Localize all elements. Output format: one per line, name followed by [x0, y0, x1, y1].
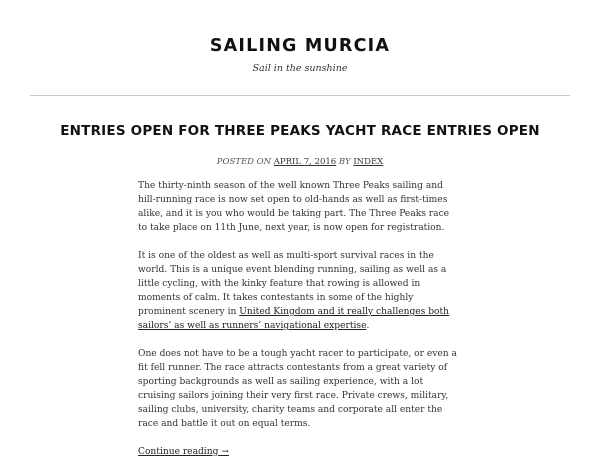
paragraph-2-end: . [366, 321, 370, 331]
continue-reading-link[interactable]: Continue reading → [138, 447, 229, 457]
post-author-link[interactable]: INDEX [353, 157, 384, 167]
post-paragraph-2 [138, 249, 460, 333]
by-label: BY [338, 157, 351, 167]
site-title[interactable]: SAILING MURCIA [209, 36, 391, 56]
site-header [0, 0, 600, 75]
site-tagline: Sail in the sunshine [252, 63, 348, 74]
post-paragraph-3: One does not have to be a tough yacht racer to participate, or even a fit fell runner. The race attracts contestants from a great variety of sporting backgrounds as well as sailing experience, with a lot cruising sailors joining their very first race. Private crews, military, sailing clubs, university, charity teams and corporate all enter the race and battle it out on equal terms. [138, 349, 457, 429]
post-date-link[interactable]: APRIL 7, 2016 [273, 157, 337, 167]
uk-race-link[interactable]: United Kingdom and it really challenges both sailors’ as well as runners’ navigational expertise [138, 307, 450, 331]
post-paragraph-1: The thirty-ninth season of the well known Three Peaks sailing and hill-running race is now set open to old-hands as well as first-times alike, and it is you who would be taking part. The Three Peaks race to take place on 11th June, next year, is now open for registration. [138, 181, 450, 233]
post-meta [0, 156, 600, 168]
post-content [138, 179, 460, 459]
paragraph-2-text: It is one of the oldest as well as multi-sport survival races in the world. This is a unique event blending running, sailing as well as a little cycling, with the kinky feature that rowing is allowed in moments of calm. It takes contestants in some of the highly prominent scenery in [138, 251, 447, 317]
post-title[interactable]: ENTRIES OPEN FOR THREE PEAKS YACHT RACE ENTRIES OPEN [60, 123, 540, 139]
posted-on-label: POSTED ON [216, 157, 272, 167]
header-divider [30, 95, 570, 96]
